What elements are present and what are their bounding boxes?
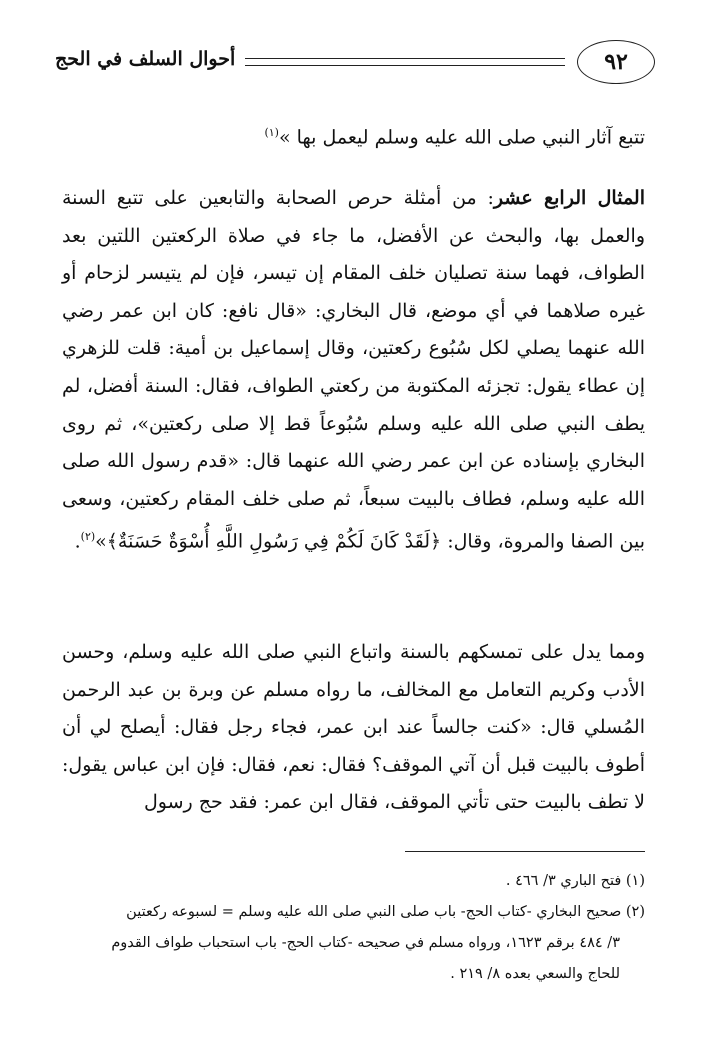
footnote-separator — [405, 851, 645, 852]
paragraph-3-text: ومما يدل على تمسكهم بالسنة واتباع النبي صلى الله عليه وسلم، وحسن الأدب وكريم التعامل مع المخالف، ما رواه مسلم عن وبرة بن عبد الرحمن المُسلي قال: «كنت جالساً عند ابن عمر، فجاء رجل فقال: أيصلح لي أن أطوف بالبيت قبل أن آتي الموقف؟ فقال: نعم، فقال: فإن ابن عباس يقول: لا تطف بالبيت حتى تأتي الموقف، فقال ابن عمر: فقد حج رسول — [62, 641, 645, 814]
footnote-ref-2: (٢) — [80, 530, 96, 544]
header-rule-top — [245, 58, 565, 59]
book-title: أحوال السلف في الحج — [55, 48, 236, 70]
page-header — [55, 40, 655, 100]
paragraph-2-heading: المثال الرابع عشر — [493, 187, 645, 209]
paragraph-1-text: تتبع آثار النبي صلى الله عليه وسلم ليعمل بها » — [278, 126, 645, 149]
paragraph-1 — [62, 114, 645, 157]
paragraph-2-text: : من أمثلة حرص الصحابة والتابعين على تتبع السنة والعمل بها، والبحث عن الأفضل، ما جاء في صلاة الركعتين اللتين بعد الطواف، فهما سنة تصليان خلف المقام إن تيسر، فإن لم يتيسر لزحام أو غيره صلاهما في أي موضع، قال البخاري: «قال نافع: كان ابن عمر رضي الله عنهما يصلي لكل سُبُوع ركعتين، وقال إسماعيل بن أمية: قلت للزهري إن عطاء يقول: تجزئه المكتوبة من ركعتي الطواف، فقال: السنة أفضل، لم يطف النبي صلى الله عليه وسلم سُبُوعاً قط إلا صلى ركعتين»، ثم روى البخاري بإسناده عن ابن عمر رضي الله عنهما قال: «قدم رسول الله صلى الله عليه وسلم، فطاف بالبيت سبعاً، ثم صلى خلف المقام ركعتين، وسعى بين الصفا والمروة، وقال: ﴿لَقَدْ كَانَ لَكُمْ فِي رَسُولِ اللَّهِ أُسْوَةٌ حَسَنَةٌ﴾» — [62, 187, 645, 553]
footnote-2-line-3: للحاج والسعي بعده ٨/ ٢١٩ . — [450, 966, 620, 982]
footnotes — [62, 866, 645, 990]
page-number: ٩٢ — [577, 40, 655, 84]
footnote-1: (١) فتح الباري ٣/ ٤٦٦ . — [505, 873, 645, 889]
footnote-2-line-1: (٢) صحيح البخاري -كتاب الحج- باب صلى النبي صلى الله عليه وسلم = لسبوعه ركعتين — [126, 904, 645, 920]
paragraph-2: المثال الرابع عشر: من أمثلة حرص الصحابة والتابعين على تتبع السنة والعمل بها، والبحث عن الأفضل، ما جاء في صلاة الركعتين اللتين بعد الطواف، فهما سنة تصليان خلف المقام إن تيسر، فإن لم يتيسر لزحام أو غيره صلاهما في أي موضع، قال البخاري: «قال نافع: كان ابن عمر رضي الله عنهما يصلي لكل سُبُوع ركعتين، وقال إسماعيل بن أمية: قلت للزهري إن عطاء يقول: تجزئه المكتوبة من ركعتي الطواف، فقال: السنة أفضل، لم يطف النبي صلى الله عليه وسلم سُبُوعاً قط إلا صلى ركعتين»، ثم روى البخاري بإسناده عن ابن عمر رضي الله عنهما قال: «قدم رسول الله صلى الله عليه وسلم، فطاف بالبيت سبعاً، ثم صلى خلف المقام ركعتين، وسعى بين الصفا والمروة، وقال: ﴿لَقَدْ كَانَ لَكُمْ فِي رَسُولِ اللَّهِ أُسْوَةٌ حَسَنَةٌ﴾»$^{(٢)}$. — [62, 187, 645, 553]
footnote-ref-1: (١) — [264, 126, 279, 139]
paragraph-3 — [62, 634, 645, 822]
header-rule-bottom — [245, 65, 565, 66]
footnote-2-line-2: ٣/ ٤٨٤ برقم ١٦٢٣، ورواه مسلم في صحيحه -كتاب الحج- باب استحباب طواف القدوم — [111, 935, 620, 951]
